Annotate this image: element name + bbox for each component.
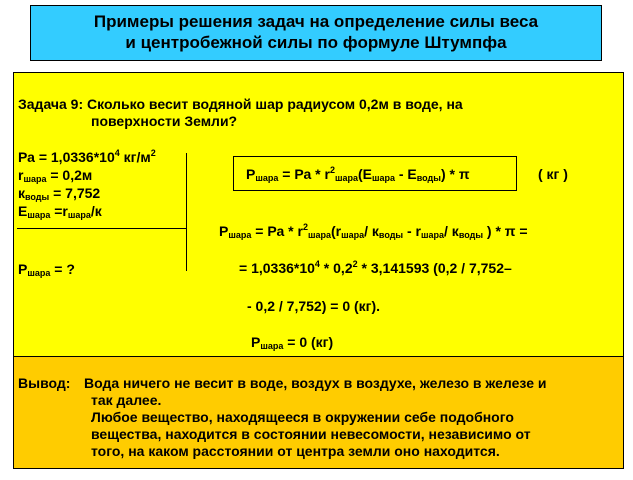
conclusion-line-1: Вода ничего не весит в воде, воздух в воздухе, железо в железе и (84, 375, 547, 391)
solution-line-2: = $1,0336*10^4 * 0,2^2 * 3,141593$ (0,2 / 7,752– (239, 259, 512, 276)
given-e: $Е_{шара} =r_{шара}/к$ (18, 203, 102, 220)
title-line-1: Примеры решения задач на определение силы веса (93, 12, 539, 31)
title-box (30, 5, 602, 61)
conclusion-line-4: вещества, находится в состоянии невесомости, независимо от (91, 426, 531, 442)
formula-unit: ( кг ) (538, 166, 568, 182)
task-line-1: Задача 9: Сколько весит водяной шар радиусом 0,2м в воде, на (18, 96, 463, 112)
conclusion-line-3: Любое вещество, находящееся в окружении себе подобного (91, 409, 514, 425)
title-line-2: и центробежной силы по формуле Штумпфа (125, 33, 507, 52)
conclusion-line-2: так далее. (91, 392, 162, 408)
given-pa: Ра = $1,0336*10^4$ $кг/м^2$ (18, 148, 156, 165)
given-k: $к_{воды} = 7,752$ (18, 185, 101, 202)
conclusion-label: Вывод: (18, 375, 71, 391)
find-p: $Р_{шара}$ = ? (18, 261, 75, 278)
given-radius: $r_{шара} = 0,2м$ (18, 167, 93, 184)
solution-result: $Р_{шара} = 0$ (кг) (251, 334, 334, 351)
solution-line-3: - 0,2 / 7,752) = 0 (кг). (247, 298, 381, 314)
conclusion-line-5: того, на каком расстоянии от центра земли оно находится. (91, 443, 500, 459)
stumpf-formula: $Р_{шара}$ = Ра * $r^2_{шара}(Е_{шара} - Е_{воды})$ * π (246, 165, 470, 183)
given-divider (17, 228, 187, 229)
given-vertical-divider (186, 153, 187, 271)
solution-line-1: $Р_{шара}$ = Ра * $r^2_{шара}(r_{шара}/$ $к_{воды} - r_{шара}/$ $к_{воды}$ ) * π = (219, 222, 528, 240)
task-line-2: поверхности Земли? (91, 113, 238, 129)
